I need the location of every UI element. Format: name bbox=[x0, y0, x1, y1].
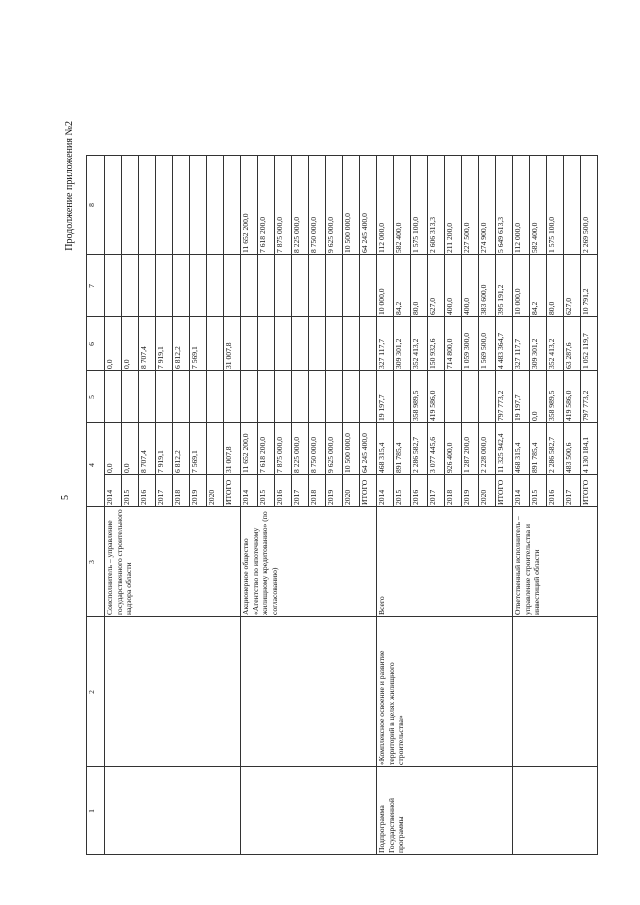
row-amount-c4: 926 400,0 bbox=[445, 442, 454, 473]
row-amount-c4: 468 315,4 bbox=[513, 442, 522, 473]
grid-line bbox=[274, 155, 275, 507]
grid-line bbox=[546, 155, 547, 507]
grid-line bbox=[580, 155, 581, 507]
header-col-5: 5 bbox=[87, 395, 96, 399]
row-amount-c5 bbox=[172, 371, 189, 423]
row-amount-c6 bbox=[206, 317, 223, 371]
row-amount-c7 bbox=[274, 255, 291, 317]
header-col-2: 2 bbox=[87, 690, 96, 694]
grid-line bbox=[597, 155, 598, 855]
grid-line bbox=[325, 155, 326, 507]
row-year: 2016 bbox=[139, 489, 148, 505]
row-amount-c6 bbox=[291, 317, 308, 371]
row-amount-c6: 63 287,6 bbox=[564, 342, 573, 369]
row-amount-c4: 2 228 000,0 bbox=[479, 436, 488, 473]
row-amount-c8: 11 652 200,0 bbox=[241, 213, 250, 253]
row-amount-c4: 0,0 bbox=[122, 463, 131, 473]
row-amount-c6: 150 932,6 bbox=[428, 338, 437, 369]
grid-line bbox=[291, 155, 292, 507]
block-executor-cell: Акционерное общество «Агентство по ипотечному жилищному кредитованию» (по согласованию) bbox=[241, 511, 279, 615]
row-amount-c6: 714 800,0 bbox=[445, 338, 454, 369]
row-amount-c7 bbox=[342, 255, 359, 317]
row-amount-c6: 0,0 bbox=[122, 359, 131, 369]
row-amount-c4: 11 325 942,4 bbox=[496, 433, 505, 473]
row-amount-c6 bbox=[240, 317, 257, 371]
block-name-cell bbox=[240, 617, 376, 767]
row-amount-c7: 80,0 bbox=[547, 301, 556, 315]
grid-line bbox=[86, 616, 597, 617]
row-year: 2014 bbox=[241, 489, 250, 505]
row-year: 2017 bbox=[156, 489, 165, 505]
row-amount-c5 bbox=[308, 371, 325, 423]
row-amount-c7 bbox=[121, 255, 138, 317]
row-year: 2015 bbox=[258, 489, 267, 505]
row-amount-c6: 309 301,2 bbox=[530, 338, 539, 369]
grid-line bbox=[223, 155, 224, 507]
grid-line bbox=[86, 316, 597, 317]
row-year: 2017 bbox=[428, 489, 437, 505]
row-amount-c5 bbox=[206, 371, 223, 423]
row-amount-c4: 4 130 184,1 bbox=[581, 436, 590, 473]
row-amount-c6: 4 483 364,7 bbox=[496, 332, 505, 369]
row-amount-c4: 6 812,2 bbox=[173, 450, 182, 473]
grid-line bbox=[172, 155, 173, 507]
row-amount-c6: 1 059 300,0 bbox=[462, 332, 471, 369]
row-amount-c7: 80,0 bbox=[411, 301, 420, 315]
row-amount-c5: 419 586,0 bbox=[428, 390, 437, 421]
row-year: 2016 bbox=[547, 489, 556, 505]
grid-line bbox=[478, 155, 479, 507]
header-col-8: 8 bbox=[87, 203, 96, 207]
grid-line bbox=[86, 254, 597, 255]
row-amount-c5 bbox=[444, 371, 461, 423]
block-name-cell bbox=[104, 617, 240, 767]
row-amount-c8: 2 606 313,3 bbox=[428, 216, 437, 253]
row-amount-c5 bbox=[325, 371, 342, 423]
row-amount-c5 bbox=[240, 371, 257, 423]
row-year: 2019 bbox=[326, 489, 335, 505]
row-year: 2020 bbox=[343, 489, 352, 505]
row-amount-c4: 8 750 000,0 bbox=[309, 436, 318, 473]
rotated-page bbox=[60, 121, 640, 855]
row-amount-c5: 797 773,2 bbox=[496, 390, 505, 421]
grid-line bbox=[529, 155, 530, 507]
row-amount-c5 bbox=[121, 371, 138, 423]
row-amount-c4: 7 875 000,0 bbox=[275, 436, 284, 473]
block-program-cell: Подпрограмма Государственной программы bbox=[377, 798, 405, 853]
row-amount-c4: 2 286 582,7 bbox=[411, 436, 420, 473]
row-amount-c6 bbox=[274, 317, 291, 371]
row-amount-c5 bbox=[223, 371, 240, 423]
row-amount-c7: 400,0 bbox=[445, 297, 454, 315]
row-year: ИТОГО bbox=[224, 479, 233, 505]
grid-line bbox=[427, 155, 428, 507]
header-col-1: 1 bbox=[87, 809, 96, 813]
row-amount-c4: 7 569,1 bbox=[190, 450, 199, 473]
row-amount-c8 bbox=[138, 155, 155, 255]
row-amount-c4: 1 287 200,0 bbox=[462, 436, 471, 473]
row-amount-c7 bbox=[155, 255, 172, 317]
row-amount-c6: 6 812,2 bbox=[173, 346, 182, 369]
row-year: 2017 bbox=[564, 489, 573, 505]
row-amount-c8 bbox=[155, 155, 172, 255]
row-amount-c5: 19 197,7 bbox=[377, 394, 386, 421]
block-executor-cell: Ответственный исполнитель – управление строительства и инвестиций области bbox=[513, 516, 541, 615]
row-amount-c8: 112 000,0 bbox=[513, 222, 522, 253]
row-amount-c6: 327 117,7 bbox=[377, 338, 386, 369]
grid-line bbox=[86, 370, 597, 371]
row-year: 2014 bbox=[513, 489, 522, 505]
row-amount-c4: 7 618 200,0 bbox=[258, 436, 267, 473]
row-amount-c8: 211 200,0 bbox=[445, 222, 454, 253]
grid-line bbox=[393, 155, 394, 507]
row-amount-c6: 1 569 500,0 bbox=[479, 332, 488, 369]
row-year: 2018 bbox=[173, 489, 182, 505]
row-amount-c7: 10 791,2 bbox=[581, 288, 590, 315]
row-year: ИТОГО bbox=[581, 479, 590, 505]
block-name-cell bbox=[512, 617, 597, 767]
row-amount-c4: 7 919,1 bbox=[156, 450, 165, 473]
row-amount-c4: 8 225 000,0 bbox=[292, 436, 301, 473]
header-col-7: 7 bbox=[87, 284, 96, 288]
row-amount-c4: 10 500 000,0 bbox=[343, 433, 352, 473]
row-amount-c7 bbox=[240, 255, 257, 317]
row-amount-c5 bbox=[359, 371, 376, 423]
header-col-3: 3 bbox=[87, 560, 96, 564]
row-year: 2014 bbox=[105, 489, 114, 505]
row-amount-c7: 627,0 bbox=[564, 297, 573, 315]
row-amount-c6 bbox=[359, 317, 376, 371]
row-amount-c7 bbox=[104, 255, 121, 317]
row-year: 2018 bbox=[309, 489, 318, 505]
row-amount-c4: 483 500,6 bbox=[564, 442, 573, 473]
row-amount-c7: 383 600,0 bbox=[479, 284, 488, 315]
row-amount-c8: 2 269 500,0 bbox=[581, 216, 590, 253]
row-year: 2019 bbox=[462, 489, 471, 505]
row-amount-c4 bbox=[206, 423, 223, 475]
row-amount-c4: 31 007,8 bbox=[224, 446, 233, 473]
row-amount-c4: 3 077 445,6 bbox=[428, 436, 437, 473]
row-amount-c5: 419 586,0 bbox=[564, 390, 573, 421]
page-number: 5 bbox=[60, 495, 71, 500]
grid-line bbox=[308, 155, 309, 507]
row-year: 2016 bbox=[275, 489, 284, 505]
row-amount-c5: 358 989,5 bbox=[547, 390, 556, 421]
header-col-6: 6 bbox=[87, 342, 96, 346]
row-amount-c4: 64 245 400,0 bbox=[360, 433, 369, 473]
row-amount-c8: 1 575 100,0 bbox=[411, 216, 420, 253]
grid-line bbox=[86, 766, 597, 767]
row-year: 2020 bbox=[207, 489, 216, 505]
row-amount-c8: 64 245 400,0 bbox=[360, 213, 369, 253]
budget-table bbox=[86, 155, 640, 855]
row-amount-c8: 10 500 000,0 bbox=[343, 213, 352, 253]
row-year: 2015 bbox=[394, 489, 403, 505]
row-amount-c5 bbox=[291, 371, 308, 423]
row-amount-c5: 797 773,2 bbox=[581, 390, 590, 421]
row-amount-c5 bbox=[138, 371, 155, 423]
row-amount-c5 bbox=[461, 371, 478, 423]
row-amount-c7: 84,2 bbox=[530, 301, 539, 315]
row-amount-c6 bbox=[342, 317, 359, 371]
row-year: 2015 bbox=[530, 489, 539, 505]
row-year: 2015 bbox=[122, 489, 131, 505]
row-amount-c7 bbox=[206, 255, 223, 317]
row-amount-c8: 274 900,0 bbox=[479, 222, 488, 253]
row-amount-c5 bbox=[104, 371, 121, 423]
row-amount-c7: 84,2 bbox=[394, 301, 403, 315]
grid-line bbox=[86, 155, 598, 156]
row-year: ИТОГО bbox=[360, 479, 369, 505]
row-amount-c8 bbox=[172, 155, 189, 255]
row-amount-c7 bbox=[325, 255, 342, 317]
row-amount-c7: 10 000,0 bbox=[377, 288, 386, 315]
block-program-cell bbox=[240, 767, 376, 855]
grid-line bbox=[410, 155, 411, 507]
row-amount-c6: 1 052 119,7 bbox=[581, 333, 590, 369]
row-amount-c6: 7 569,1 bbox=[190, 346, 199, 369]
row-year: 2017 bbox=[292, 489, 301, 505]
row-amount-c8: 8 225 000,0 bbox=[292, 216, 301, 253]
row-amount-c6 bbox=[308, 317, 325, 371]
row-amount-c8 bbox=[563, 155, 580, 255]
row-amount-c8: 7 875 000,0 bbox=[275, 216, 284, 253]
row-amount-c7 bbox=[257, 255, 274, 317]
row-amount-c8: 582 400,0 bbox=[394, 222, 403, 253]
grid-line bbox=[444, 155, 445, 507]
row-amount-c8 bbox=[189, 155, 206, 255]
grid-line bbox=[86, 854, 597, 855]
grid-line bbox=[563, 155, 564, 507]
row-amount-c4: 468 315,4 bbox=[377, 442, 386, 473]
row-amount-c6: 352 413,2 bbox=[411, 338, 420, 369]
row-amount-c5 bbox=[393, 371, 410, 423]
row-amount-c6 bbox=[325, 317, 342, 371]
block-executor-cell: Соисполнитель – управление государственного строительного надзора области bbox=[105, 509, 133, 615]
grid-line bbox=[86, 422, 597, 423]
row-amount-c5 bbox=[478, 371, 495, 423]
block-program-cell bbox=[512, 767, 597, 855]
grid-line bbox=[495, 155, 496, 507]
row-amount-c5: 358 989,5 bbox=[411, 390, 420, 421]
row-amount-c6: 0,0 bbox=[105, 359, 114, 369]
grid-line bbox=[189, 155, 190, 507]
row-amount-c6: 31 007,8 bbox=[224, 342, 233, 369]
grid-line bbox=[121, 155, 122, 507]
row-amount-c7 bbox=[308, 255, 325, 317]
block-name-cell: «Комплексное освоение и развитие территорий в целях жилищного строительства» bbox=[377, 650, 405, 765]
row-amount-c8 bbox=[206, 155, 223, 255]
row-amount-c8 bbox=[223, 155, 240, 255]
row-amount-c4: 9 625 000,0 bbox=[326, 436, 335, 473]
row-amount-c5 bbox=[155, 371, 172, 423]
row-year: ИТОГО bbox=[496, 479, 505, 505]
grid-line bbox=[104, 474, 597, 475]
block-program-cell bbox=[104, 767, 240, 855]
row-amount-c4: 2 286 582,7 bbox=[547, 436, 556, 473]
grid-line bbox=[461, 155, 462, 507]
grid-line bbox=[342, 155, 343, 507]
row-amount-c5 bbox=[189, 371, 206, 423]
row-amount-c6: 352 413,2 bbox=[547, 338, 556, 369]
row-year: 2020 bbox=[479, 489, 488, 505]
row-amount-c7 bbox=[189, 255, 206, 317]
row-amount-c7 bbox=[138, 255, 155, 317]
row-amount-c6: 7 919,1 bbox=[156, 346, 165, 369]
grid-line bbox=[206, 155, 207, 507]
header-col-4: 4 bbox=[87, 463, 96, 467]
row-year: 2016 bbox=[411, 489, 420, 505]
row-amount-c5 bbox=[274, 371, 291, 423]
row-amount-c7: 10 000,0 bbox=[513, 288, 522, 315]
row-amount-c5: 19 197,7 bbox=[513, 394, 522, 421]
row-amount-c7 bbox=[172, 255, 189, 317]
block-executor-cell: Всего bbox=[377, 596, 386, 615]
row-amount-c8 bbox=[104, 155, 121, 255]
row-amount-c7: 400,0 bbox=[462, 297, 471, 315]
row-amount-c5 bbox=[342, 371, 359, 423]
grid-line bbox=[86, 506, 597, 507]
row-amount-c7 bbox=[223, 255, 240, 317]
row-amount-c6: 8 707,4 bbox=[139, 346, 148, 369]
row-amount-c6: 327 117,7 bbox=[513, 338, 522, 369]
row-amount-c4: 11 652 200,0 bbox=[241, 433, 250, 473]
row-amount-c5: 0,0 bbox=[530, 411, 539, 421]
grid-line bbox=[86, 155, 87, 855]
grid-line bbox=[138, 155, 139, 507]
row-amount-c4: 8 707,4 bbox=[139, 450, 148, 473]
row-amount-c8: 112 000,0 bbox=[377, 222, 386, 253]
row-amount-c4: 0,0 bbox=[105, 463, 114, 473]
row-year: 2018 bbox=[445, 489, 454, 505]
row-amount-c7: 395 191,2 bbox=[496, 284, 505, 315]
row-amount-c4: 891 785,4 bbox=[530, 442, 539, 473]
row-amount-c8: 9 625 000,0 bbox=[326, 216, 335, 253]
continuation-caption: Продолжение приложения №2 bbox=[64, 121, 75, 251]
row-amount-c8 bbox=[121, 155, 138, 255]
row-amount-c6 bbox=[257, 317, 274, 371]
row-amount-c8: 8 750 000,0 bbox=[309, 216, 318, 253]
row-amount-c4: 891 785,4 bbox=[394, 442, 403, 473]
row-amount-c6: 309 301,2 bbox=[394, 338, 403, 369]
row-amount-c8: 1 575 100,0 bbox=[547, 216, 556, 253]
row-amount-c7 bbox=[359, 255, 376, 317]
row-amount-c8: 582 400,0 bbox=[530, 222, 539, 253]
row-amount-c7 bbox=[291, 255, 308, 317]
row-amount-c8: 7 618 200,0 bbox=[258, 216, 267, 253]
row-amount-c8: 227 500,0 bbox=[462, 222, 471, 253]
grid-line bbox=[257, 155, 258, 507]
row-amount-c8: 5 649 613,3 bbox=[496, 216, 505, 253]
row-amount-c7: 627,0 bbox=[428, 297, 437, 315]
row-amount-c5 bbox=[257, 371, 274, 423]
grid-line bbox=[359, 155, 360, 507]
row-year: 2014 bbox=[377, 489, 386, 505]
row-year: 2019 bbox=[190, 489, 199, 505]
grid-line bbox=[155, 155, 156, 507]
